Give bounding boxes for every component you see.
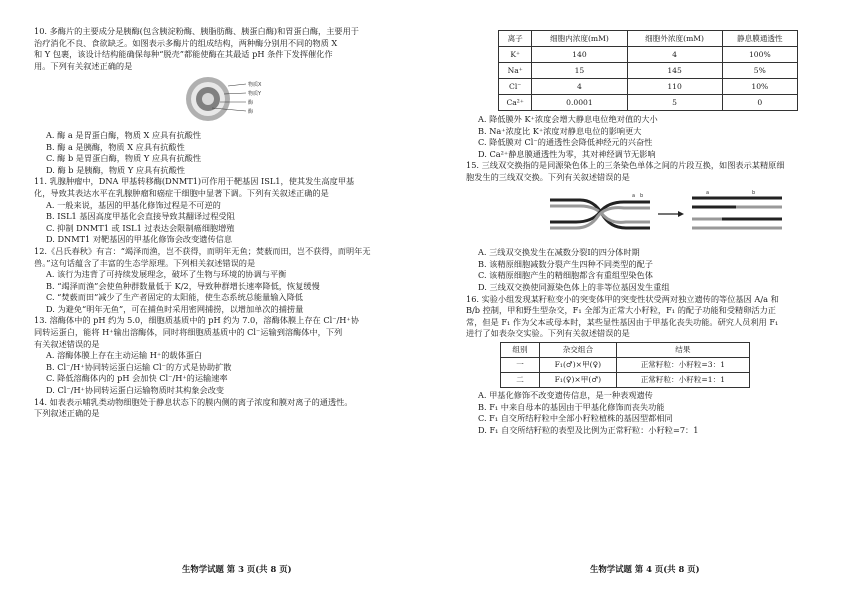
option-d: D. F₁ 自交所结籽粒的表型及比例为正常籽粒：小籽粒=7：1 [478,424,699,435]
option-d: D. 三线双交换使同源染色体上的非等位基因发生重组 [478,281,670,292]
figure-label: 酶 [248,109,254,116]
table-header-row [499,31,798,47]
option-a: A. 该行为违背了可持续发展理念，破坏了生物与环境的协调与平衡 [46,269,287,280]
table-cell: 5 [627,95,722,111]
gene-label: a [706,189,710,196]
figure-label: 酶 [248,100,254,107]
table-header-cell: 细胞外浓度(mM) [627,31,722,47]
table-header-cell: 组别 [501,342,540,357]
core-shape [202,93,214,105]
option-c: C. 该精原细胞产生的精细胞都含有重组型染色体 [478,270,653,281]
question-stem-line: 用。下列有关叙述正确的是 [34,60,133,71]
question-stem-line: 胞发生的三线双交换。下列有关叙述错误的是 [466,171,630,182]
left-page-column [34,26,406,420]
option-c: C. 降低溶酶体内的 pH 会加快 Cl⁻/H⁺的运输速率 [46,373,228,384]
option-d: D. DNMT1 对靶基因的甲基化修饰会改变遗传信息 [46,234,233,245]
gene-label: b [752,189,756,196]
table-cell: 110 [627,79,722,95]
table-cell: 140 [532,47,627,63]
question-14-options [466,114,838,160]
option-d: D. 酶 b 是胰酶，物质 Y 应具有抗酸性 [46,164,185,175]
question-stem-line: 有关叙述错误的是 [34,338,100,349]
question-stem-line: 常，但是 F₁ 作为父本或母本时，某些显性基因由于甲基化丧失功能。研究人员利用 F₁ [466,316,779,327]
option-b: B. 酶 a 是胰酶，物质 X 应具有抗酸性 [46,141,185,152]
table-cell: 10% [722,79,797,95]
option-d: D. Ca²⁺静息膜通透性为零，其对神经调节无影响 [478,148,656,159]
option-d: D. Cl⁻/H⁺协同转运蛋白运输物质时其构象会改变 [46,385,225,396]
option-a: A. 甲基化修饰不改变遗传信息，是一种表观遗传 [478,389,653,400]
question-stem-line: 15. 三线双交换指的是同源染色体上的三条染色单体之间的片段互换，如图表示某精原细 [466,160,785,171]
figure-label: 物质Y [248,91,262,98]
question-10 [34,26,406,176]
table-cell: Cl⁻ [499,79,532,95]
page-footer-right: 生物学试题 第 4 页(共 8 页) [590,564,700,574]
table-cell: F₁(♀)×甲(♂) [540,372,617,387]
question-14 [34,397,406,420]
table-header-cell: 细胞内浓度(mM) [532,31,627,47]
option-b: B. Cl⁻/H⁺协同转运蛋白运输 Cl⁻的方式是协助扩散 [46,361,232,372]
question-stem-line: 14. 如表表示哺乳类动物细胞处于静息状态下的膜内侧的离子浓度和膜对离子的通透性。 [34,396,353,407]
question-11 [34,176,406,246]
table-cell: 145 [627,63,722,79]
option-a: A. 降低膜外 K⁺浓度会增大静息电位绝对值的大小 [478,114,658,124]
question-stem-line: 10. 多酶片的主要成分是胰酶(包含胰淀粉酶、胰脂肪酶、胰蛋白酶)和胃蛋白酶，主要用于 [34,26,359,36]
table-row [501,372,750,387]
option-c: C. 酶 b 是胃蛋白酶，物质 Y 应具有抗酸性 [46,153,202,164]
option-b: B. Na⁺浓度比 K⁺浓度对静息电位的影响更大 [478,125,642,136]
table-row [499,63,798,79]
table-cell: 一 [501,357,540,372]
table-cell: Ca²⁺ [499,95,532,111]
table-cell: 0 [722,95,797,111]
table-row [499,79,798,95]
option-a: A. 一般来说，基因的甲基化修饰过程是不可逆的 [46,199,221,210]
multi-enzyme-tablet-figure [184,74,294,124]
table-cell: 正常籽粒：小籽粒=3：1 [616,357,749,372]
question-stem-line: 12.《吕氏春秋》有言：“竭泽而渔，岂不获得，而明年无鱼；焚薮而田，岂不获得，而明年无 [34,245,371,256]
question-stem-line: B/b 控制，甲和野生型杂交，F₁ 全部为正常大小籽粒，F₁ 的配子功能和受精卵活力正 [466,305,776,316]
question-stem-line: 化，导致其表达水平在乳腺肿瘤和癌症干细胞中显著下调。下列有关叙述正确的是 [34,187,329,198]
table-cell: 正常籽粒：小籽粒=1：1 [616,372,749,387]
right-page-column [466,30,838,436]
figure-label: 物质X [248,82,262,89]
triple-crossover-figure [546,186,786,242]
table-header-cell: 结果 [616,342,749,357]
question-13 [34,315,406,396]
option-b: B. 该精原细胞减数分裂产生四种不同类型的配子 [478,258,653,269]
table-header-cell: 静息膜通透性 [722,31,797,47]
table-cell: 二 [501,372,540,387]
question-stem-line: 13. 溶酶体中的 pH 约为 5.0，细胞质基质中的 pH 约为 7.0，溶酶体膜上存在 Cl⁻/H⁺协 [34,315,359,326]
option-a: A. 溶酶体膜上存在主动运输 H⁺的载体蛋白 [46,350,203,361]
table-cell: K⁺ [499,47,532,63]
option-d: D. 为避免“明年无鱼”，可在捕鱼时采用密网捕捞，以增加单次的捕捞量 [46,303,304,314]
option-a: A. 酶 a 是胃蛋白酶，物质 X 应具有抗酸性 [46,129,202,140]
table-cell: 15 [532,63,627,79]
table-row [499,47,798,63]
option-c: C. F₁ 自交所结籽粒中全部小籽粒植株的基因型都相同 [478,413,673,424]
table-header-row [501,342,750,357]
ion-concentration-table [498,30,798,111]
cross-experiment-table [500,342,750,388]
question-15 [466,160,838,293]
option-c: C. 抑制 DNMT1 或 ISL1 过表达会限制癌细胞增殖 [46,222,235,233]
question-16 [466,294,838,437]
option-b: B. “竭泽而渔”会使鱼种群数量低于 K/2，导致种群增长速率降低，恢复缓慢 [46,280,320,291]
gene-label: a [632,192,636,199]
page-footer-left: 生物学试题 第 3 页(共 8 页) [182,564,292,574]
question-stem-line: 同转运蛋白，能将 H⁺输出溶酶体，同时将细胞质基质中的 Cl⁻运输到溶酶体中，下列 [34,327,343,338]
table-cell: 5% [722,63,797,79]
table-cell: 100% [722,47,797,63]
question-stem-line: 下列叙述正确的是 [34,408,100,419]
table-header-cell: 离子 [499,31,532,47]
question-stem-line: 兽。”这句话蕴含了丰富的生态学原理。下列相关叙述错误的是 [34,257,256,268]
option-b: B. ISL1 基因高度甲基化会直接导致其翻译过程受阻 [46,211,235,222]
question-stem-line: 治疗消化不良、食欲缺乏。如图表示多酶片的组成结构，两种酶分别用不同的物质 X [34,37,338,48]
question-12 [34,246,406,316]
question-stem-line: 16. 实验小组发现某籽粒变小的突变体甲的突变性状受两对独立遗传的等位基因 A/a 和 [466,293,779,304]
table-cell: F₁(♂)×甲(♀) [540,357,617,372]
gene-label: b [640,192,644,199]
option-b: B. F₁ 中来自母本的基因由于甲基化修饰而丧失功能 [478,401,665,412]
table-row [499,95,798,111]
arrow-head-shape [678,211,684,217]
table-header-cell: 杂交组合 [540,342,617,357]
question-stem-line: 和 Y 包裹，该设计结构能确保每种“脱壳”都能使酶在其最适 pH 条件下发挥催化作 [34,49,333,60]
table-cell: 4 [627,47,722,63]
option-c: C. 降低膜对 Cl⁻的通透性会降低神经元的兴奋性 [478,137,653,148]
table-cell: 4 [532,79,627,95]
question-stem-line: 11. 乳腺肿瘤中，DNA 甲基转移酶(DNMT1)可作用于靶基因 ISL1，使其发生高度甲基 [34,176,355,187]
option-a: A. 三线双交换发生在减数分裂Ⅰ的四分体时期 [478,247,640,258]
table-row [501,357,750,372]
question-stem-line: 进行了如表杂交实验。下列有关叙述错误的是 [466,328,630,339]
table-cell: 0.0001 [532,95,627,111]
option-c: C. “焚薮而田”减少了生产者固定的太阳能，使生态系统总能量输入降低 [46,292,303,303]
table-cell: Na⁺ [499,63,532,79]
